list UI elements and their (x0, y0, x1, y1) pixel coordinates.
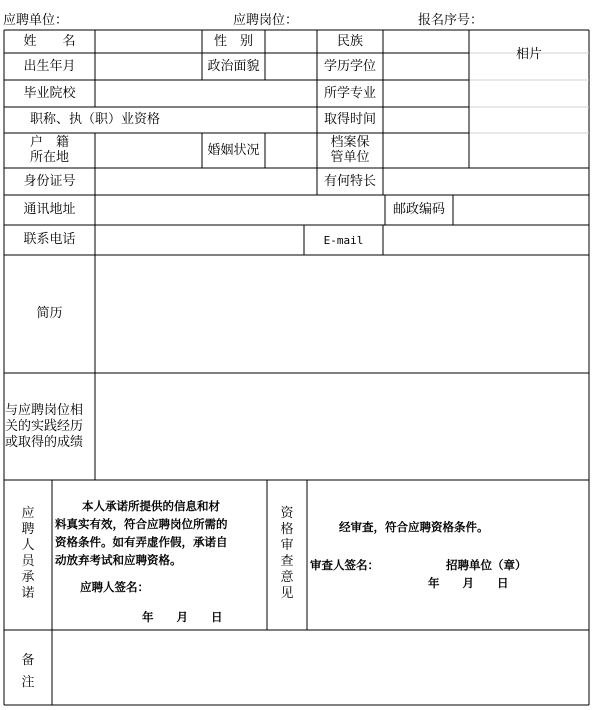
phone-label: 联系电话 (23, 232, 76, 247)
degree-label: 学历学位 (323, 59, 376, 74)
gender-label: 性 别 (213, 34, 253, 49)
email-label: E-mail (323, 234, 364, 247)
school-label: 毕业院校 (23, 86, 76, 101)
applied-position-label: 应聘岗位： (233, 13, 299, 28)
name-label: 姓 名 (23, 34, 76, 49)
serial-number-label: 报名序号： (418, 13, 484, 28)
obtain-time-label: 取得时间 (323, 112, 376, 127)
ethnicity-label: 民族 (336, 34, 363, 49)
archive-label-line2: 管单位 (330, 150, 370, 165)
commitment-text-line1: 本人承诺所提供的信息和材 (82, 499, 220, 513)
applicant-sign-date: 年 月 日 (142, 610, 223, 624)
hukou-label-line2: 所在地 (29, 150, 69, 165)
recruiting-unit-seal-label: 招聘单位（章） (446, 558, 527, 572)
applied-unit-label: 应聘单位： (3, 13, 69, 28)
commitment-text-line3: 资格条件。如有弄虚作假，承诺自 (55, 535, 228, 549)
political-label: 政治面貌 (207, 59, 260, 74)
postcode-label: 邮政编码 (392, 202, 445, 217)
review-statement: 经审查，符合应聘资格条件。 (339, 520, 489, 534)
archive-label-line1: 档案保 (330, 135, 370, 150)
applicant-signature-label: 应聘人签名： (80, 580, 149, 594)
title-qualification-label: 职称、执（职）业资格 (30, 112, 161, 127)
specialty-label: 有何特长 (323, 174, 376, 189)
resume-label: 简历 (36, 306, 63, 321)
marital-label: 婚姻状况 (207, 143, 260, 158)
commitment-vertical-label: 应聘人员承诺 (21, 506, 35, 601)
major-label: 所学专业 (323, 86, 376, 101)
practice-label-line1: 与应聘岗位相 (5, 403, 84, 418)
id-number-label: 身份证号 (23, 174, 76, 189)
commitment-text-line2: 料真实有效，符合应聘岗位所需的 (55, 517, 228, 531)
address-label: 通讯地址 (23, 202, 76, 217)
review-vertical-label: 资格审查意见 (280, 506, 294, 601)
hukou-label-line1: 户 籍 (29, 135, 69, 150)
reviewer-signature-label: 审查人签名： (310, 558, 379, 572)
practice-label-line2: 关的实践经历 (5, 419, 84, 434)
birth-label: 出生年月 (23, 59, 76, 74)
commitment-text-line4: 动放弃考试和应聘资格。 (55, 553, 182, 567)
practice-label-line3: 或取得的成绩 (5, 435, 84, 450)
remark-vertical-label: 备注 (21, 653, 35, 690)
photo-label: 相片 (515, 47, 542, 62)
review-sign-date: 年 月 日 (428, 576, 509, 590)
